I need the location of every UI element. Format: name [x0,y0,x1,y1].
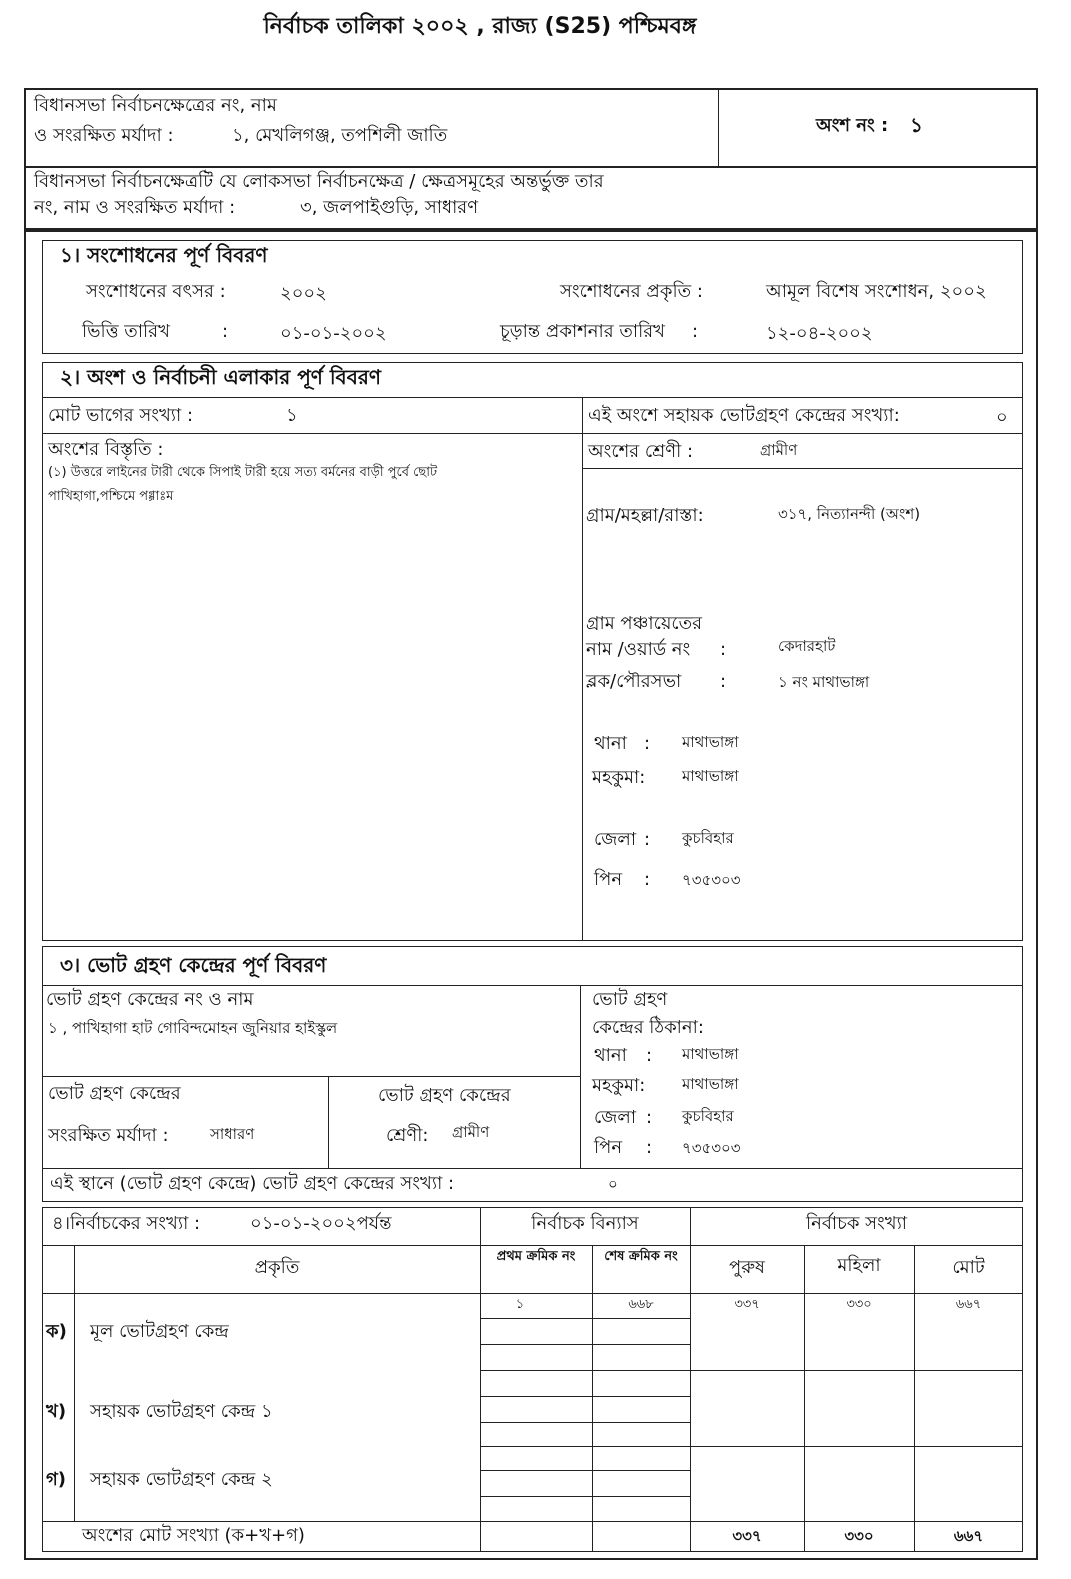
divider [480,1396,690,1397]
part-no-value: ১ [910,113,923,137]
aux-centres-value: ০ [996,407,1008,428]
polling-address-label-2: কেন্দ্রের ঠিকানা: [592,1017,704,1038]
divider [480,1318,690,1319]
last-serial-value: ৬৬৮ [628,1297,654,1312]
col-male: পুরুষ [729,1257,765,1278]
divider [74,1245,75,1521]
station-type-value: গ্রামীণ [452,1123,490,1141]
electors-heading-label: ৪।নির্বাচকের সংখ্যা : [52,1213,201,1234]
district-colon: : [644,829,651,850]
polling-district-label: জেলা [594,1107,637,1128]
male-value: ৩৩৭ [734,1297,760,1312]
divider [480,1422,690,1423]
thana-value: মাথাভাঙ্গা [682,733,739,751]
polling-district-value: কুচবিহার [682,1107,734,1125]
page-title: নির্বাচক তালিকা ২০০২ , রাজ্য (S25) পশ্চিমবঙ্গ [263,14,697,39]
divider [480,1446,1023,1447]
extent-label: অংশের বিস্তৃতি : [48,439,164,460]
gram-panchayat-value: কেদারহাট [778,637,836,655]
col-total: মোট [952,1257,985,1278]
area-section [42,362,1023,941]
divider [718,88,719,166]
extent-text-line-1: (১) উত্তরে লাইনের টারী থেকে সিপাই টারী হয়ে সত্য বর্মনের বাড়ী পুর্বে ছোট [48,465,438,480]
station-type-label-1: ভোট গ্রহণ কেন্দ্রের [378,1085,511,1106]
col-elector-layout: নির্বাচক বিন্যাস [531,1213,639,1234]
divider [42,1521,1023,1522]
divider [580,985,581,1168]
pin-value: ৭৩৫৩০৩ [682,871,741,889]
polling-thana-colon: : [646,1045,653,1066]
divider [328,1076,329,1168]
divider [914,1245,915,1552]
polling-heading: ৩। ভোট গ্রহণ কেন্দ্রের পূর্ণ বিবরণ [60,953,327,977]
aux-centres-label: এই অংশে সহায়ক ভোটগ্রহণ কেন্দ্রের সংখ্যা: [588,405,900,426]
row-mark: ক) [46,1321,67,1342]
first-serial-value: ১ [515,1297,525,1312]
base-date-label: ভিত্তি তারিখ [82,321,170,342]
electors-heading-date: ০১-০১-২০০২পর্যন্ত [250,1213,392,1234]
base-date-colon: : [222,321,229,342]
final-pub-label: চূড়ান্ত প্রকাশনার তারিখ [500,321,665,342]
polling-pin-value: ৭৩৫৩০৩ [682,1139,741,1157]
gram-panchayat-label: গ্রাম পঞ্চায়েতের [586,613,703,634]
station-type-label-2: শ্রেণী: [386,1125,429,1146]
reserved-status-value: সাধারণ [210,1125,255,1143]
revision-year-label: সংশোধনের বৎসর : [86,281,226,302]
divider [480,1496,690,1497]
assembly-reserved-label: ও সংরক্ষিত মর্যাদা : [34,125,174,146]
ward-label: নাম /ওয়ার্ড নং [586,639,691,660]
total-parts-label: মোট ভাগের সংখ্যা : [48,405,194,426]
loksabha-reserved-label: নং, নাম ও সংরক্ষিত মর্যাদা : [34,197,236,218]
base-date-value: ০১-০১-২০০২ [280,323,387,344]
total-value: ৬৬৭ [955,1297,982,1312]
polling-address-label-1: ভোট গ্রহণ [592,989,668,1010]
loksabha-value: ৩, জলপাইগুড়ি, সাধারণ [300,197,479,218]
divider [480,1470,690,1471]
reserved-status-label-1: ভোট গ্রহণ কেন্দ্রের [48,1083,181,1104]
revision-nature-value: আমূল বিশেষ সংশোধন, ২০০২ [766,281,987,302]
col-nature: প্রকৃতি [254,1257,300,1278]
ward-colon: : [720,639,727,660]
revision-heading: ১। সংশোধনের পূর্ণ বিবরণ [60,243,268,267]
assembly-label: বিধানসভা নির্বাচনক্ষেত্রের নং, নাম [34,95,277,116]
col-first-serial: প্রথম ক্রমিক নং [496,1249,576,1264]
row-mark: গ) [46,1469,67,1490]
village-value: ৩১৭, নিত্যানন্দী (অংশ) [778,505,921,523]
row-label: সহায়ক ভোটগ্রহণ কেন্দ্র ২ [90,1469,273,1490]
divider [480,1207,481,1552]
district-label: জেলা [594,829,637,850]
village-label: গ্রাম/মহল্লা/রাস্তা: [586,505,704,526]
station-count-label: এই স্থানে (ভোট গ্রহণ কেন্দ্রে) ভোট গ্রহণ কেন্দ্রের সংখ্যা : [50,1173,455,1194]
divider [42,1168,1023,1169]
polling-name-value: ১ , পাখিহাগা হাট গোবিন্দমোহন জুনিয়ার হাইস্কুল [48,1019,338,1037]
divider [42,985,1023,986]
row-label: মূল ভোটগ্রহণ কেন্দ্র [90,1321,229,1342]
district-value: কুচবিহার [682,829,734,847]
divider [480,1370,1023,1371]
polling-pin-label: পিন [594,1137,623,1158]
divider [592,1245,593,1552]
block-value: ১ নং মাথাভাঙ্গা [778,673,870,691]
subdivision-value: মাথাভাঙ্গা [682,767,739,785]
divider [582,397,583,941]
area-heading: ২। অংশ ও নির্বাচনী এলাকার পূর্ণ বিবরণ [60,365,381,389]
part-category-label: অংশের শ্রেণী : [588,441,694,462]
loksabha-label: বিধানসভা নির্বাচনক্ষেত্রটি যে লোকসভা নির্বাচনক্ষেত্র / ক্ষেত্রসমূহের অন্তর্ভুক্ত তার [34,171,604,192]
col-elector-count: নির্বাচক সংখ্যা [805,1213,908,1234]
total-total: ৬৬৭ [953,1527,984,1545]
divider [24,166,1038,168]
part-no-label: অংশ নং : [816,115,889,136]
block-colon: : [720,671,727,692]
block-label: ব্লক/পৌরসভা [586,671,682,692]
final-pub-value: ১২-০৪-২০০২ [766,323,873,344]
pin-colon: : [644,869,651,890]
station-count-value: ০ [608,1175,618,1193]
total-row-label: অংশের মোট সংখ্যা (ক+খ+গ) [82,1525,305,1546]
divider [804,1245,805,1552]
divider [582,468,1023,469]
divider [42,1293,1023,1294]
part-category-value: গ্রামীণ [760,441,798,459]
polling-district-colon: : [646,1107,653,1128]
polling-pin-colon: : [646,1137,653,1158]
polling-thana-label: থানা [594,1045,627,1066]
row-label: সহায়ক ভোটগ্রহণ কেন্দ্র ১ [90,1401,273,1422]
reserved-status-label-2: সংরক্ষিত মর্যাদা : [48,1125,169,1146]
divider [42,1076,580,1077]
divider [42,397,1023,398]
divider [42,1245,1023,1246]
polling-thana-value: মাথাভাঙ্গা [682,1045,739,1063]
polling-subdivision-value: মাথাভাঙ্গা [682,1075,739,1093]
final-pub-colon: : [692,321,699,342]
thana-label: থানা [594,733,627,754]
total-parts-value: ১ [286,405,298,426]
female-value: ৩৩০ [846,1297,872,1312]
revision-year-value: ২০০২ [280,283,327,304]
col-female: মহিলা [837,1255,881,1276]
polling-subdivision-label: মহকুমা: [592,1075,646,1096]
row-mark: খ) [46,1401,67,1422]
revision-nature-label: সংশোধনের প্রকৃতি : [560,281,703,302]
total-male: ৩৩৭ [732,1527,762,1545]
pin-label: পিন [594,869,623,890]
thana-colon: : [644,733,651,754]
assembly-value: ১, মেখলিগঞ্জ, তপশিলী জাতি [232,125,448,146]
divider [42,433,1023,434]
col-last-serial: শেষ ক্রমিক নং [604,1249,678,1264]
divider [480,1344,690,1345]
subdivision-label: মহকুমা: [592,767,646,788]
extent-text-line-2: পাখিহাগা,পশ্চিমে পগ্গাঃম [48,489,174,504]
total-female: ৩৩০ [844,1527,874,1545]
polling-name-label: ভোট গ্রহণ কেন্দ্রের নং ও নাম [46,989,254,1010]
